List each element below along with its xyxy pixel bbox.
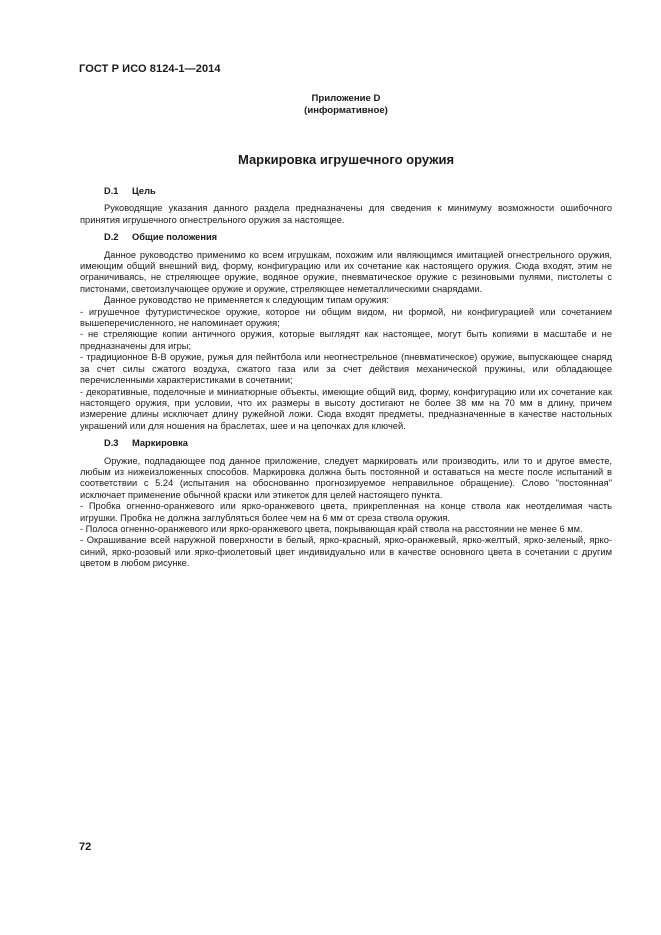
list-item: - не стреляющие копии античного оружия, которые выглядят как настоящее, могут быть копиями в масштабе и не предназначены для игры;	[80, 329, 612, 351]
document-body	[80, 186, 612, 570]
section-title: Общие положения	[132, 232, 218, 243]
paragraph: Руководящие указания данного раздела предназначены для сведения к минимуму возможности ошибочного принятия игрушечного огнестрельного оружия за настоящее.	[80, 203, 612, 225]
annex-label: Приложение D	[311, 93, 381, 104]
section-number: D.1	[104, 186, 119, 196]
section-number: D.3	[104, 438, 119, 449]
list-item: - Пробка огненно-оранжевого или ярко-оранжевого цвета, прикрепленная на конце ствола как неотделимая часть игрушки. Пробка не должна заглубляться более чем на 6 мм от среза ствола оружия.	[80, 501, 612, 523]
list-item: - традиционное В-В оружие, ружья для пейнтбола или неогнестрельное (пневматическое) оружие, выпускающее снаряд за счет силы сжатого воздуха, сжатого газа или за счет действия механической пружины, или обладающее перечисленными характеристиками в сочетании;	[80, 352, 612, 386]
page-number: 72	[79, 841, 92, 853]
section-title: Маркировка	[132, 438, 188, 449]
paragraph: Оружие, подпадающее под данное приложение, следует маркировать или производить, или то и другое вместе, любым из нижеизложенных способов. Маркировка должна быть постоянной и оставаться на месте после испытаний в соответствии с 5.24 (испытания на обоснованно прогнозируемое неправильное обращение). Слово "постоянная" исключает применение обычной краски или этикеток для целей настоящего пункта.	[80, 455, 612, 500]
document-code: ГОСТ Р ИСО 8124-1—2014	[79, 63, 221, 75]
list-item: - игрушечное футуристическое оружие, которое ни общим видом, ни формой, ни конфигурацией или сочетанием вышеперечисленного, не напоминает оружия;	[80, 306, 612, 329]
annex-title: Маркировка игрушечного оружия	[237, 152, 455, 167]
section-title: Цель	[132, 186, 156, 196]
list-item: - декоративные, поделочные и миниатюрные объекты, имеющие общий вид, форму, конфигурацию или их сочетание как настоящего оружия, при условии, что их размеры в высоту достигают не более 38 мм на 70 мм в длину, причем измерение длины исключает длину ружейной ложи. Сюда входят предметы, предназначенные в качестве настольных украшений или для ношения на браслетах, шее и на цепочках для ключей.	[80, 386, 612, 431]
section-number: D.2	[104, 232, 119, 243]
annex-type: (информативное)	[304, 105, 388, 116]
paragraph: Данное руководство применимо ко всем игрушкам, похожим или являющимся имитацией огнестрельного оружия, имеющим общий внешний вид, форму, конфигурацию или их сочетание как настоящего оружия. Сюда входят, этим не ограничиваясь, не стреляющее оружие, водяное оружие, пневматическое оружие с резиновыми пулями, пистолеты с пистонами, светоизлучающее оружие и оружие, стреляющее неметаллическими снарядами.	[80, 249, 612, 294]
list-item: - Полоса огненно-оранжевого или ярко-оранжевого цвета, покрывающая край ствола на расстоянии не менее 6 мм.	[80, 523, 583, 534]
section-heading-d3	[104, 438, 612, 449]
paragraph: Данное руководство не применяется к следующим типам оружия:	[104, 295, 389, 306]
section-heading-d1	[104, 186, 612, 197]
list-item: - Окрашивание всей наружной поверхности в белый, ярко-красный, ярко-оранжевый, ярко-желтый, ярко-зеленый, ярко-синий, ярко-розовый или ярко-фиолетовый цвет индивидуально или в качестве основного цвета в сочетании с другим цветом в любом рисунке.	[80, 535, 612, 569]
section-heading-d2	[104, 232, 612, 243]
